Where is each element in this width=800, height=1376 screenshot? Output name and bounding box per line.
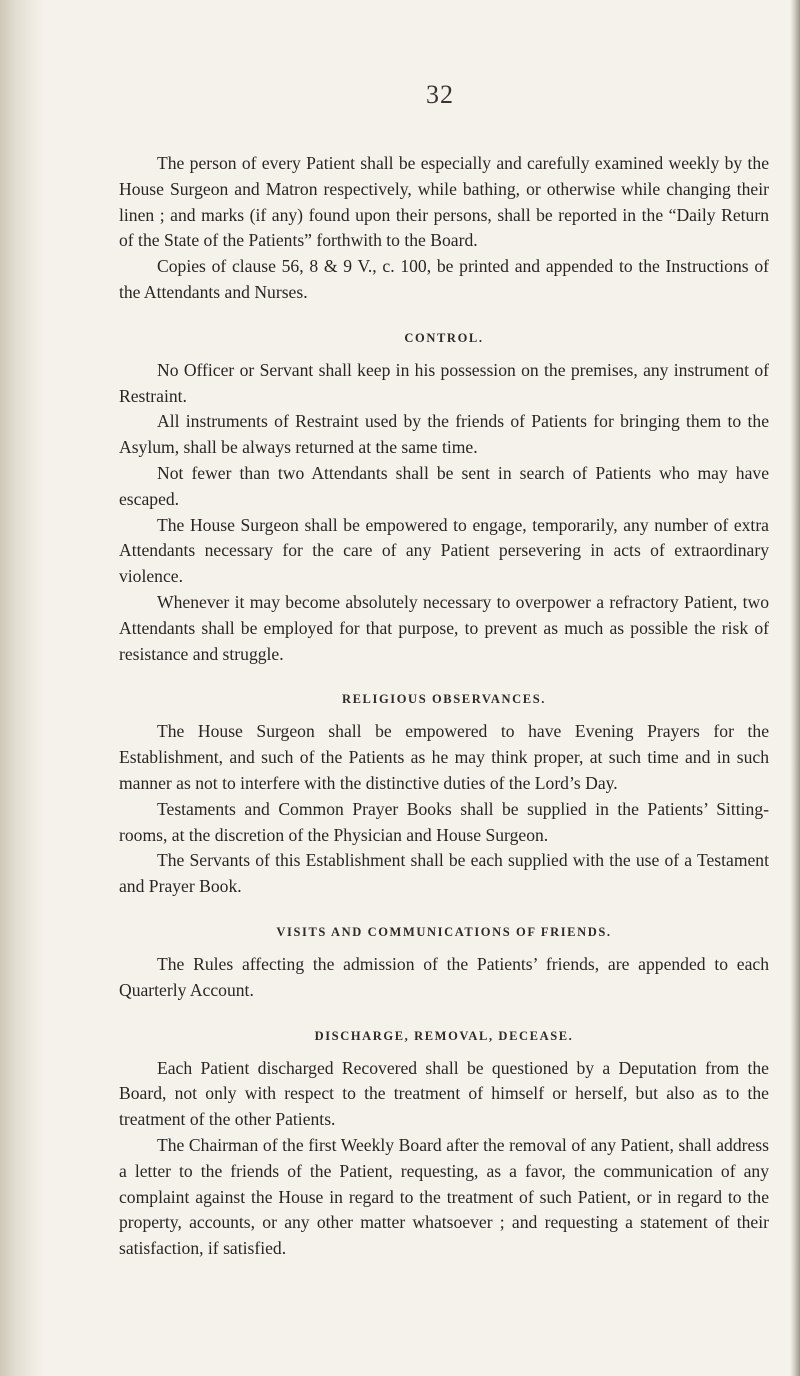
page-edge-shadow <box>790 0 800 1376</box>
paragraph: The House Surgeon shall be empowered to have Evening Prayers for the Establishment, and such of the Patients as he may think proper, at such time and in such manner as not to interfere with the distinctive duties of the Lord’s Day. <box>119 721 769 793</box>
page-number: 32 <box>426 80 454 109</box>
section-heading-discharge: DISCHARGE, REMOVAL, DECEASE. <box>314 1028 574 1043</box>
paragraph: No Officer or Servant shall keep in his possession on the premises, any instrument of Restraint. <box>119 359 769 406</box>
paragraph: Each Patient discharged Recovered shall be questioned by a Deputation from the Board, not only with respect to the treatment of himself or herself, but also as to the treatment of the other Patients. <box>119 1057 769 1130</box>
paragraph: The Rules affecting the admission of the Patients’ friends, are appended to each Quarterly Account. <box>119 953 769 1000</box>
page-binding-shadow <box>0 0 44 1376</box>
paragraph: Whenever it may become absolutely necessary to overpower a refractory Patient, two Attendants shall be employed for that purpose, to prevent as much as possible the risk of resistance and struggle. <box>119 591 769 664</box>
paragraph: Not fewer than two Attendants shall be sent in search of Patients who may have escaped. <box>119 462 769 509</box>
section-heading-religious-observances: RELIGIOUS OBSERVANCES. <box>341 692 547 707</box>
paragraph: Copies of clause 56, 8 & 9 V., c. 100, be printed and appended to the Instructions of the Attendants and Nurses. <box>119 256 769 302</box>
section-heading-control: CONTROL. <box>404 330 484 345</box>
paragraph: The House Surgeon shall be empowered to engage, temporarily, any number of extra Attendants necessary for the care of any Patient persevering in acts of extraordinary violence. <box>119 514 769 587</box>
paragraph: The Servants of this Establishment shall be each supplied with the use of a Testament and Prayer Book. <box>119 850 769 897</box>
paragraph: All instruments of Restraint used by the friends of Patients for bringing them to the Asylum, shall be always returned at the same time. <box>119 411 769 458</box>
paragraph: The Chairman of the first Weekly Board after the removal of any Patient, shall address a letter to the friends of the Patient, requesting, as a favor, the communication of any complaint against the House in regard to the treatment of such Patient, or in regard to the property, accounts, or any other matter whatsoever ; and requesting a statement of their satisfaction, if satisfied. <box>119 1134 769 1259</box>
section-heading-visits: VISITS AND COMMUNICATIONS OF FRIENDS. <box>276 924 612 939</box>
paragraph: Testaments and Common Prayer Books shall be supplied in the Patients’ Sitting-rooms, at the discretion of the Physician and House Surgeon. <box>119 798 769 845</box>
page-body <box>119 151 769 1262</box>
paragraph: The person of every Patient shall be especially and carefully examined weekly by the House Surgeon and Matron respectively, while bathing, or otherwise while changing their linen ; and marks (if any) found upon their persons, shall be reported in the “Daily Return of the State of the Patients” forthwith to the Board. <box>119 153 769 251</box>
